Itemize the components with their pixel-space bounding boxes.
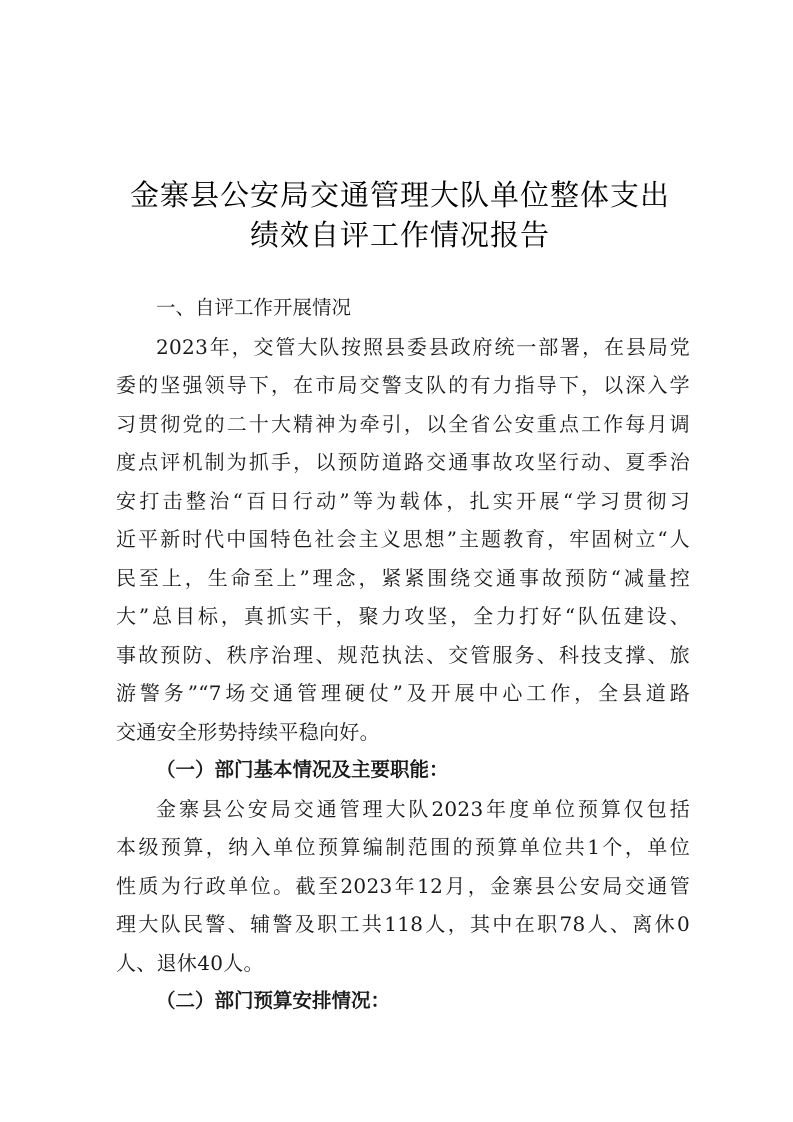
- document-body: [116, 289, 690, 1021]
- paragraph-line: 事故预防、秩序治理、规范执法、交管服务、科技支撑、旅: [116, 642, 690, 667]
- subsection-heading-basic-info: （一）部门基本情况及主要职能：: [156, 758, 449, 781]
- paragraph-line: 安打击整治“百日行动”等为载体，扎实开展“学习贯彻习: [116, 488, 690, 513]
- paragraph-line: 2023年，交管大队按照县委县政府统一部署，在县局党: [156, 334, 690, 359]
- paragraph-line: 近平新时代中国特色社会主义思想”主题教育，牢固树立“人: [116, 527, 690, 551]
- paragraph-overview: [116, 328, 690, 752]
- paragraph-line: 民至上，生命至上”理念，紧紧围绕交通事故预防“减量控: [116, 565, 690, 590]
- subsection-heading-budget: （二）部门预算安排情况：: [156, 989, 391, 1012]
- section-heading-self-evaluation: 一、自评工作开展情况: [156, 296, 352, 319]
- paragraph-basic-info: [116, 790, 690, 983]
- paragraph-line: 交通安全形势持续平稳向好。: [116, 719, 380, 744]
- document-title-line-1: 金寨县公安局交通管理大队单位整体支出: [129, 178, 670, 212]
- paragraph-line: 游警务”“7场交通管理硬仗”及开展中心工作，全县道路: [116, 681, 690, 705]
- paragraph-line: 人、退休40人。: [116, 950, 264, 975]
- paragraph-line: 大”总目标，真抓实干，聚力攻坚，全力打好“队伍建设、: [116, 604, 690, 628]
- paragraph-line: 习贯彻党的二十大精神为牵引，以全省公安重点工作每月调: [116, 411, 690, 436]
- paragraph-line: 性质为行政单位。截至2023年12月，金寨县公安局交通管: [116, 873, 690, 898]
- paragraph-line: 度点评机制为抓手，以预防道路交通事故攻坚行动、夏季治: [116, 450, 690, 474]
- paragraph-line: 委的坚强领导下，在市局交警支队的有力指导下，以深入学: [116, 373, 690, 397]
- paragraph-line: 本级预算，纳入单位预算编制范围的预算单位共1个，单位: [116, 835, 690, 859]
- paragraph-line: 理大队民警、辅警及职工共118人，其中在职78人、离休0: [116, 912, 690, 936]
- paragraph-line: 金寨县公安局交通管理大队2023年度单位预算仅包括: [156, 796, 690, 821]
- document-title-line-2: 绩效自评工作情况报告: [249, 218, 550, 252]
